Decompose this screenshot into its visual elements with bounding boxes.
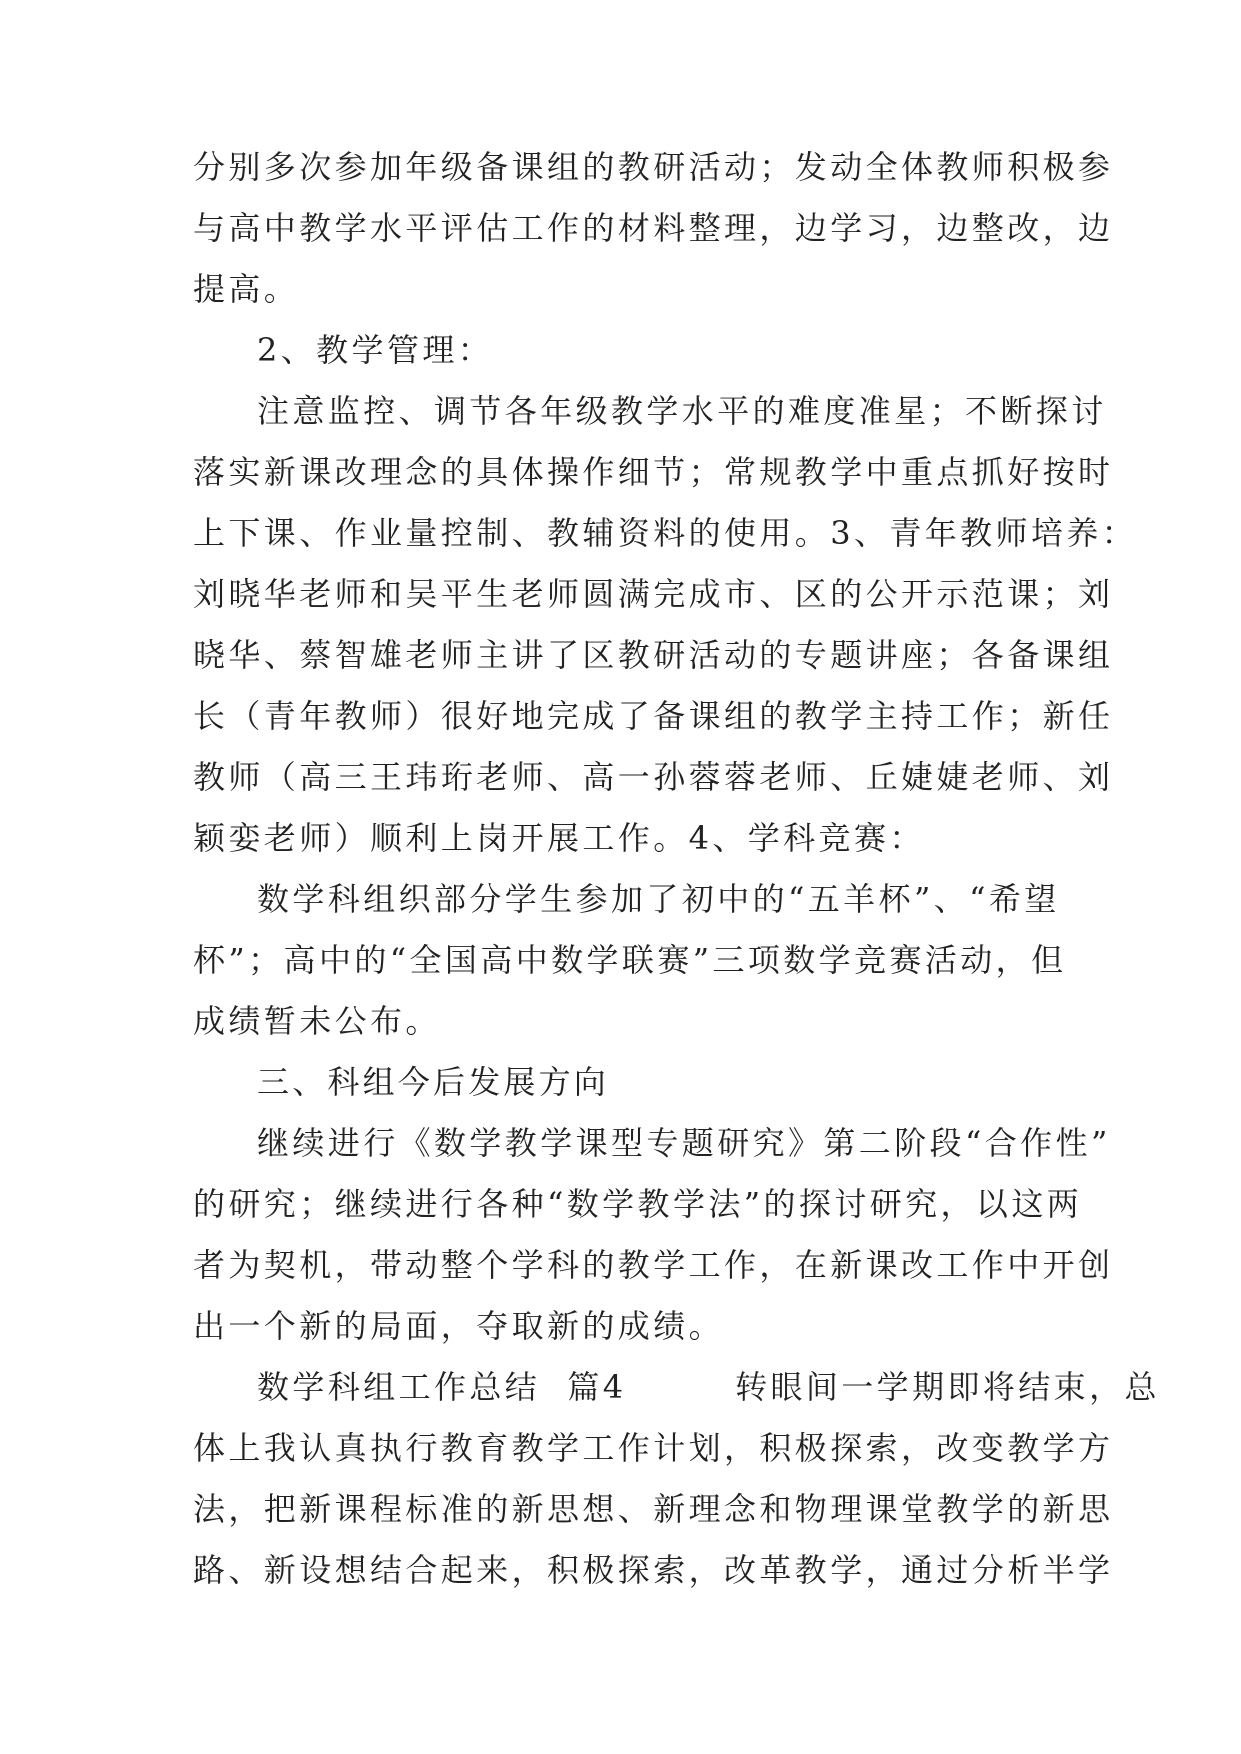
text-line: 数学科组织部分学生参加了初中的“五羊杯”、“希望 [257,880,1060,918]
section-heading: 2、教学管理： [257,331,494,369]
text-line: 上下课、作业量控制、教辅资料的使用。3、青年教师培养： [193,514,1138,552]
text-line: 成绩暂未公布。 [193,1002,441,1040]
text-line: 颖娈老师）顺利上岗开展工作。4、学科竞赛： [193,819,925,857]
text-line: 提高。 [193,270,300,308]
text-line: 落实新课改理念的具体操作细节；常规教学中重点抓好按时 [193,453,1114,491]
text-line: 者为契机，带动整个学科的教学工作，在新课改工作中开创 [193,1246,1114,1284]
text-line: 路、新设想结合起来，积极探索，改革教学，通过分析半学 [193,1551,1114,1589]
text-line: 体上我认真执行教育教学工作计划，积极探索，改变教学方 [193,1429,1114,1467]
text-line: 的研究；继续进行各种“数学教学法”的探讨研究，以这两 [193,1185,1083,1223]
text-line: 晓华、蔡智雄老师主讲了区教研活动的专题讲座；各备课组 [193,636,1114,674]
text-line: 教师（高三王玮珩老师、高一孙蓉蓉老师、丘婕婕老师、刘 [193,758,1114,796]
text-line: 继续进行《数学教学课型专题研究》第二阶段“合作性” [257,1124,1111,1162]
text-line: 刘晓华老师和吴平生老师圆满完成市、区的公开示范课；刘 [193,575,1114,613]
text-line: 分别多次参加年级备课组的教研活动；发动全体教师积极参 [193,148,1114,186]
text-line: 注意监控、调节各年级教学水平的难度准星；不断探讨 [257,392,1107,430]
text-line: 法，把新课程标准的新思想、新理念和物理课堂教学的新思 [193,1490,1114,1528]
text-line: 杯”；高中的“全国高中数学联赛”三项数学竞赛活动，但 [193,941,1067,979]
text-line: 与高中教学水平评估工作的材料整理，边学习，边整改，边 [193,209,1114,247]
section-heading: 数学科组工作总结 篇4 转眼间一学期即将结束，总 [257,1368,1160,1406]
text-line: 出一个新的局面，夺取新的成绩。 [193,1307,725,1345]
text-line: 长（青年教师）很好地完成了备课组的教学主持工作；新任 [193,697,1114,735]
section-heading: 三、科组今后发展方向 [257,1063,610,1101]
